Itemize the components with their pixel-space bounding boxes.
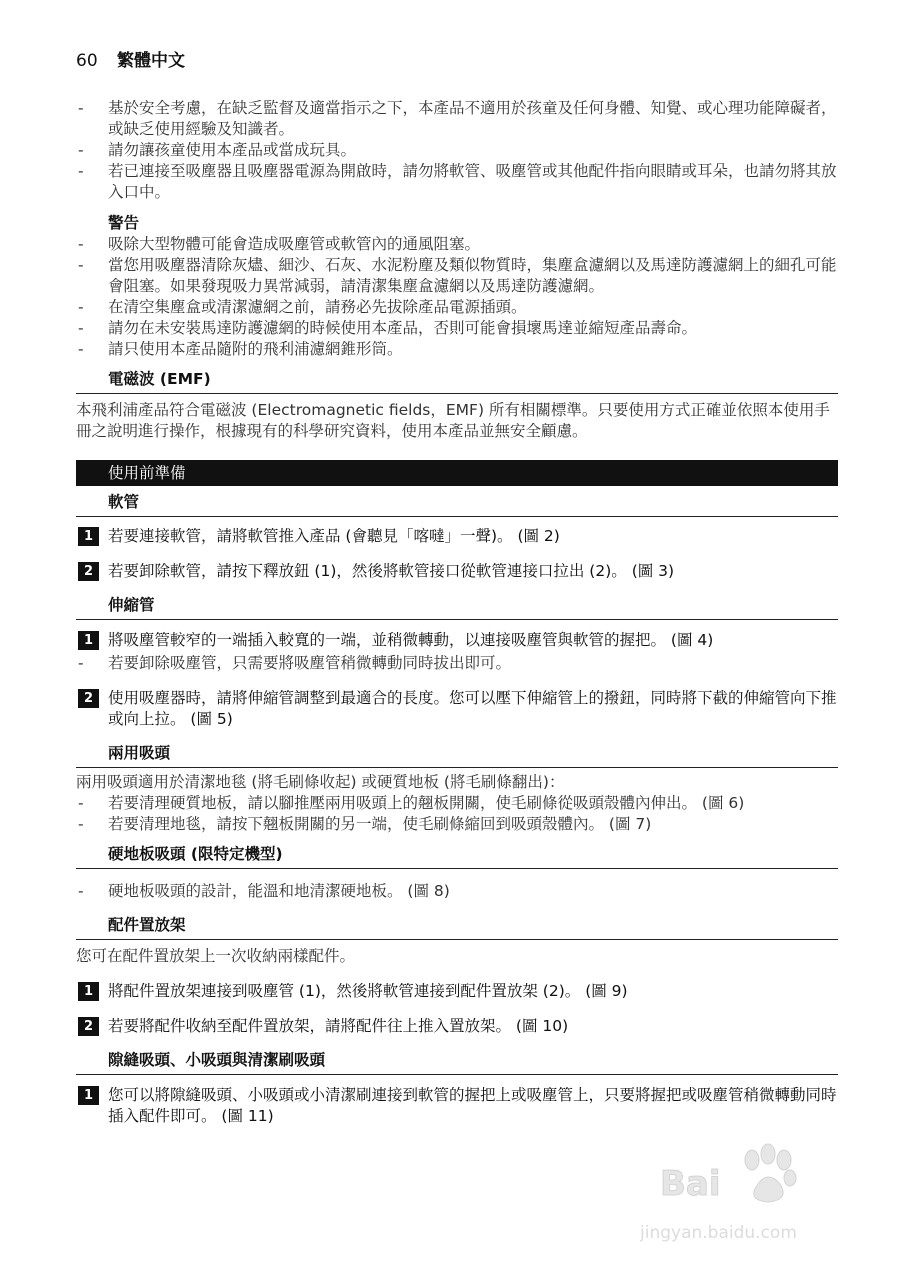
list-item: - 當您用吸塵器清除灰燼、細沙、石灰、水泥粉塵及類似物質時，集塵盒濾網以及馬達防護濾網上的細孔可能會阻塞。如果發現吸力異常減弱，請清潔集塵盒濾網以及馬達防護濾網。	[78, 256, 837, 295]
nozzle-heading: 兩用吸頭	[76, 742, 838, 768]
baidu-watermark-logo	[640, 1140, 830, 1250]
list-item: - 硬地板吸頭的設計，能溫和地清潔硬地板。 (圖 8)	[78, 882, 450, 900]
step-item: 1 將吸塵管較窄的一端插入較寬的一端，並稍微轉動，以連接吸塵管與軟管的握把。 (圖 4)	[76, 630, 838, 651]
list-item: - 在清空集塵盒或清潔濾網之前，請務必先拔除產品電源插頭。	[78, 298, 527, 316]
list-item: - 若已連接至吸塵器且吸塵器電源為開啟時，請勿將軟管、吸塵管或其他配件指向眼睛或耳朵，也請勿將其放入口中。	[78, 162, 837, 201]
list-item: - 基於安全考慮，在缺乏監督及適當指示之下，本產品不適用於孩童及任何身體、知覺、或心理功能障礙者，或缺乏使用經驗及知識者。	[78, 99, 837, 138]
holder-heading: 配件置放架	[76, 914, 838, 940]
hose-heading: 軟管	[76, 491, 838, 517]
section-title-bar: 使用前準備	[76, 460, 838, 486]
step-item: 1 若要連接軟管，請將軟管推入產品 (會聽見「喀噠」一聲)。 (圖 2)	[76, 526, 838, 547]
hardfloor-heading: 硬地板吸頭 (限特定機型)	[76, 843, 838, 869]
step-number-badge: 1	[78, 631, 99, 650]
list-item: - 吸除大型物體可能會造成吸塵管或軟管內的通風阻塞。	[78, 235, 481, 253]
list-item: - 若要卸除吸塵管，只需要將吸塵管稍微轉動同時拔出即可。	[78, 654, 512, 672]
list-item: - 若要清理地毯，請按下翹板開關的另一端，使毛刷條縮回到吸頭殼體內。 (圖 7)	[78, 815, 652, 833]
emf-paragraph: 本飛利浦產品符合電磁波 (Electromagnetic fields，EMF) 所有相關標準。只要使用方式正確並依照本使用手冊之說明進行操作，根據現有的科學研究資料，使用本產品並無安全顧慮。	[76, 401, 830, 440]
step-item: 1 您可以將隙縫吸頭、小吸頭或小清潔刷連接到軟管的握把上或吸塵管上，只要將握把或吸塵管稍微轉動同時插入配件即可。 (圖 11)	[76, 1085, 838, 1127]
watermark-brand: Bai	[660, 1164, 721, 1204]
language-label: 繁體中文	[117, 51, 186, 71]
step-number-badge: 1	[78, 982, 99, 1001]
step-number-badge: 2	[78, 562, 99, 581]
nozzle-intro: 兩用吸頭適用於清潔地毯 (將毛刷條收起) 或硬質地板 (將毛刷條翻出)：	[76, 773, 565, 791]
step-item: 2 若要將配件收納至配件置放架，請將配件往上推入置放架。 (圖 10)	[76, 1016, 838, 1037]
step-item: 2 若要卸除軟管，請按下釋放鈕 (1)，然後將軟管接口從軟管連接口拉出 (2)。 (圖 3)	[76, 561, 838, 582]
holder-intro: 您可在配件置放架上一次收納兩樣配件。	[76, 947, 356, 965]
crevice-heading: 隙縫吸頭、小吸頭與清潔刷吸頭	[76, 1049, 838, 1075]
list-item: - 請勿讓孩童使用本產品或當成玩具。	[78, 141, 357, 159]
list-item: - 請勿在未安裝馬達防護濾網的時候使用本產品，否則可能會損壞馬達並縮短產品壽命。	[78, 319, 698, 337]
page-number: 60	[76, 51, 98, 71]
step-number-badge: 1	[78, 527, 99, 546]
step-item: 2 使用吸塵器時，請將伸縮管調整到最適合的長度。您可以壓下伸縮管上的撥鈕，同時將下截的伸縮管向下推或向上拉。 (圖 5)	[76, 688, 838, 730]
step-number-badge: 1	[78, 1086, 99, 1105]
step-number-badge: 2	[78, 689, 99, 708]
warning-heading: 警告	[108, 214, 140, 232]
emf-heading: 電磁波 (EMF)	[76, 368, 838, 394]
list-item: - 若要清理硬質地板，請以腳推壓兩用吸頭上的翹板開關，使毛刷條從吸頭殼體內伸出。 (圖 6)	[78, 794, 745, 812]
page-header	[76, 46, 185, 71]
content-column	[76, 98, 838, 1127]
step-number-badge: 2	[78, 1017, 99, 1036]
step-item: 1 將配件置放架連接到吸塵管 (1)，然後將軟管連接到配件置放架 (2)。 (圖 9)	[76, 981, 838, 1002]
watermark-site: jingyan.baidu.com	[640, 1223, 797, 1243]
tube-heading: 伸縮管	[76, 594, 838, 620]
list-item: - 請只使用本產品隨附的飛利浦濾網錐形筒。	[78, 340, 403, 358]
